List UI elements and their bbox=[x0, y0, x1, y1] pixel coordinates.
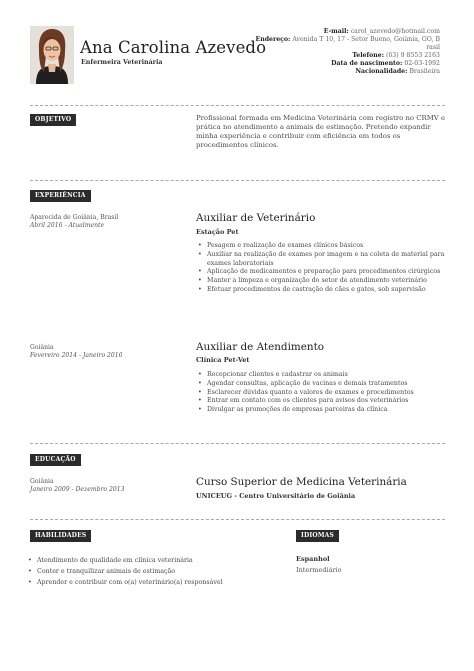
educacao-tag: EDUCAÇÃO bbox=[30, 454, 81, 466]
list-item: • Recepcionar clientes e cadastrar os animais bbox=[196, 371, 448, 380]
contact-address bbox=[240, 36, 440, 44]
profile-photo bbox=[30, 26, 74, 84]
list-item: • Esclarecer dúvidas quanto a valores de exames e procedimentos bbox=[196, 389, 448, 398]
contact-nationality bbox=[240, 68, 440, 76]
list-item: • Agendar consultas, aplicação de vacinas e demais tratamentos bbox=[196, 380, 448, 389]
job-dates: Fevereiro 2014 - Janeiro 2016 bbox=[30, 351, 123, 359]
candidate-name: Ana Carolina Azevedo bbox=[80, 38, 267, 57]
section-divider bbox=[30, 443, 445, 444]
contact-label: Nacionalidade: bbox=[355, 67, 408, 75]
contact-value: Brasileira bbox=[409, 67, 440, 75]
contact-value: rasil bbox=[426, 43, 440, 51]
contact-block bbox=[240, 28, 440, 75]
candidate-role: Enfermeira Veterinária bbox=[81, 59, 163, 66]
education-dates: Janeiro 2009 - Dezembro 2013 bbox=[30, 485, 125, 493]
list-item: • Manter a limpeza e organização do setor de atendimento veterinário bbox=[196, 277, 448, 286]
habilidades-tag: HABILIDADES bbox=[30, 530, 91, 542]
job-meta bbox=[30, 214, 118, 230]
list-item: • Efetuar procedimentos de castração de cães e gatos, sob supervisão bbox=[196, 286, 448, 295]
job-meta bbox=[30, 344, 123, 360]
education-course: Curso Superior de Medicina Veterinária bbox=[196, 476, 407, 488]
objetivo-text: Profissional formada em Medicina Veterinária com registro no CRMV e prática no atendimento a animais de estimação. Pretendo expandir minha experiência e contribuir com eficiência em todos os procedimentos clínicos. bbox=[196, 114, 446, 150]
list-item: • Aprender e contribuir com o(a) veterinário(a) responsável bbox=[26, 577, 276, 588]
list-item: • Atendimento de qualidade em clínica veterinária bbox=[26, 555, 276, 566]
skills-list bbox=[26, 555, 276, 589]
contact-value: (63) 9 8553 2163 bbox=[385, 51, 440, 59]
job-location: Aparecida de Goiânia, Brasil bbox=[30, 214, 119, 221]
education-meta bbox=[30, 478, 125, 494]
contact-label: Data de nascimento: bbox=[331, 59, 403, 67]
job-location: Goiânia bbox=[30, 344, 54, 351]
contact-value: carol_azevedo@hotmail.com bbox=[350, 28, 440, 35]
contact-address-cont bbox=[240, 44, 440, 52]
language-name: Espanhol bbox=[296, 555, 330, 563]
list-item: • Divulgar as promoções de empresas parceiras da clínica bbox=[196, 406, 448, 415]
idiomas-tag: IDIOMAS bbox=[296, 530, 339, 542]
job-title: Auxiliar de Atendimento bbox=[196, 341, 325, 353]
contact-label: Endereço: bbox=[255, 35, 291, 43]
contact-birthdate bbox=[240, 60, 440, 68]
list-item: • Entrar em contato com os clientes para avisos dos veterinários bbox=[196, 397, 448, 406]
section-divider bbox=[30, 519, 445, 520]
contact-phone bbox=[240, 52, 440, 60]
job-dates: Abril 2016 - Atualmente bbox=[30, 221, 105, 229]
job-title: Auxiliar de Veterinário bbox=[196, 212, 316, 224]
job-company: Estação Pet bbox=[196, 228, 239, 236]
section-divider bbox=[30, 180, 445, 181]
contact-email bbox=[240, 28, 440, 36]
list-item: • Auxiliar na realização de exames por imagem e na coleta de material para exames laboratoriais bbox=[196, 251, 448, 269]
education-school: UNICEUG - Centro Universitário de Goiânia bbox=[196, 492, 356, 500]
objetivo-tag: OBJETIVO bbox=[30, 114, 76, 126]
experiencia-tag: EXPERIÊNCIA bbox=[30, 190, 91, 202]
list-item: • Conter e tranquilizar animais de estimação bbox=[26, 566, 276, 577]
contact-value: 02-03-1992 bbox=[404, 59, 440, 67]
contact-label: Telefone: bbox=[352, 51, 384, 59]
job-company: Clínica Pet-Vet bbox=[196, 356, 250, 364]
job-duties bbox=[196, 242, 448, 295]
job-duties bbox=[196, 371, 448, 415]
contact-value: Avenida T 10, 17 - Setor Bueno, Goiânia, GO, B bbox=[292, 35, 440, 43]
language-level: Intermediário bbox=[296, 566, 342, 574]
education-location: Goiânia bbox=[30, 478, 54, 485]
section-divider bbox=[30, 105, 445, 106]
contact-label: E-mail: bbox=[323, 28, 349, 35]
list-item: • Pesagem e realização de exames clínicos básicos bbox=[196, 242, 448, 251]
list-item: • Aplicação de medicamentos e preparação para procedimentos cirúrgicos bbox=[196, 268, 448, 277]
